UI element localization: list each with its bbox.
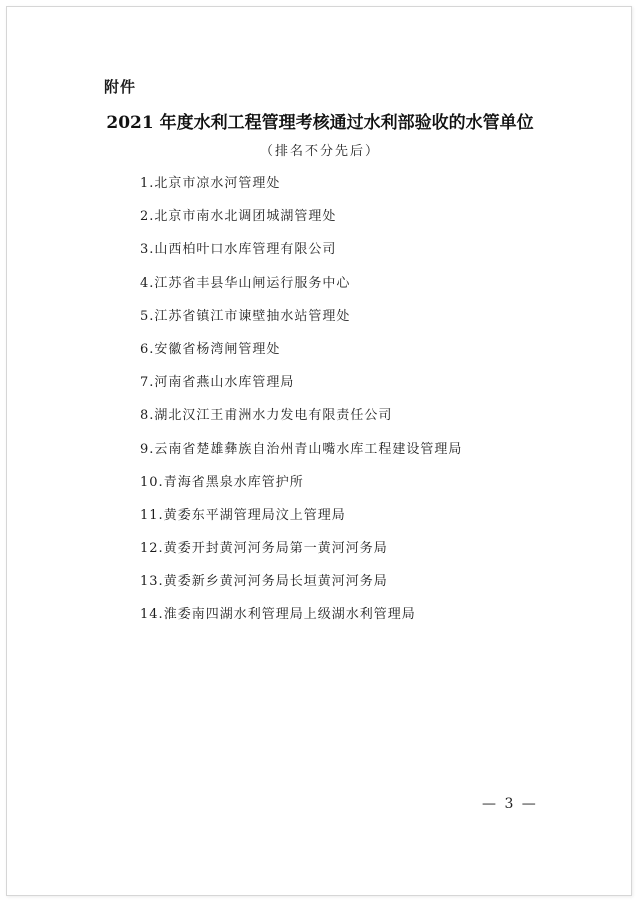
list-item-number: 8. <box>140 408 155 424</box>
unit-list <box>140 173 462 638</box>
list-item-text: 北京市南水北调团城湖管理处 <box>154 209 337 225</box>
list-item-text: 山西柏叶口水库管理有限公司 <box>154 242 337 258</box>
list-item-text: 河南省燕山水库管理局 <box>154 375 295 391</box>
list-item-text: 江苏省镇江市谏壁抽水站管理处 <box>154 308 351 324</box>
list-item-text: 黄委东平湖管理局汶上管理局 <box>163 507 346 523</box>
list-item <box>140 439 462 472</box>
list-item-number: 10. <box>140 474 164 490</box>
list-item-number: 4. <box>140 275 155 291</box>
list-item-number: 6. <box>140 341 155 357</box>
document-title: 2021 年度水利工程管理考核通过水利部验收的水管单位 <box>106 113 534 133</box>
list-item <box>140 273 462 306</box>
list-item-text: 淮委南四湖水利管理局上级湖水利管理局 <box>163 607 416 623</box>
list-item-text: 黄委开封黄河河务局第一黄河河务局 <box>163 541 388 557</box>
list-item-number: 3. <box>140 242 155 258</box>
list-item-number: 1. <box>140 176 155 191</box>
list-item-text: 安徽省杨湾闸管理处 <box>154 341 281 357</box>
attachment-label: 附件 <box>104 78 137 96</box>
list-item <box>140 472 462 505</box>
list-item-text: 黄委新乡黄河河务局长垣黄河河务局 <box>163 574 388 590</box>
list-item <box>140 405 462 438</box>
list-item <box>140 306 462 339</box>
list-item-number: 13. <box>140 574 164 590</box>
list-item-number: 2. <box>140 209 155 225</box>
list-item-text: 云南省楚雄彝族自治州青山嘴水库工程建设管理局 <box>154 441 463 457</box>
list-item-text: 青海省黑泉水库管护所 <box>163 474 304 490</box>
list-item-text: 北京市凉水河管理处 <box>154 176 281 191</box>
page-number: — 3 — <box>482 796 538 812</box>
list-item-number: 7. <box>140 375 155 391</box>
list-item-number: 9. <box>140 441 155 457</box>
list-item <box>140 571 462 604</box>
list-item <box>140 505 462 538</box>
document-subtitle: （排名不分先后） <box>259 144 380 159</box>
list-item <box>140 339 462 372</box>
list-item-number: 11. <box>140 507 164 523</box>
list-item-text: 湖北汉江王甫洲水力发电有限责任公司 <box>154 408 393 424</box>
list-item-number: 5. <box>140 308 155 324</box>
list-item-number: 14. <box>140 607 164 623</box>
list-item <box>140 604 462 637</box>
list-item <box>140 173 462 206</box>
list-item-number: 12. <box>140 541 164 557</box>
list-item <box>140 372 462 405</box>
list-item <box>140 206 462 239</box>
list-item-text: 江苏省丰县华山闸运行服务中心 <box>154 275 351 291</box>
list-item <box>140 239 462 272</box>
list-item <box>140 538 462 571</box>
